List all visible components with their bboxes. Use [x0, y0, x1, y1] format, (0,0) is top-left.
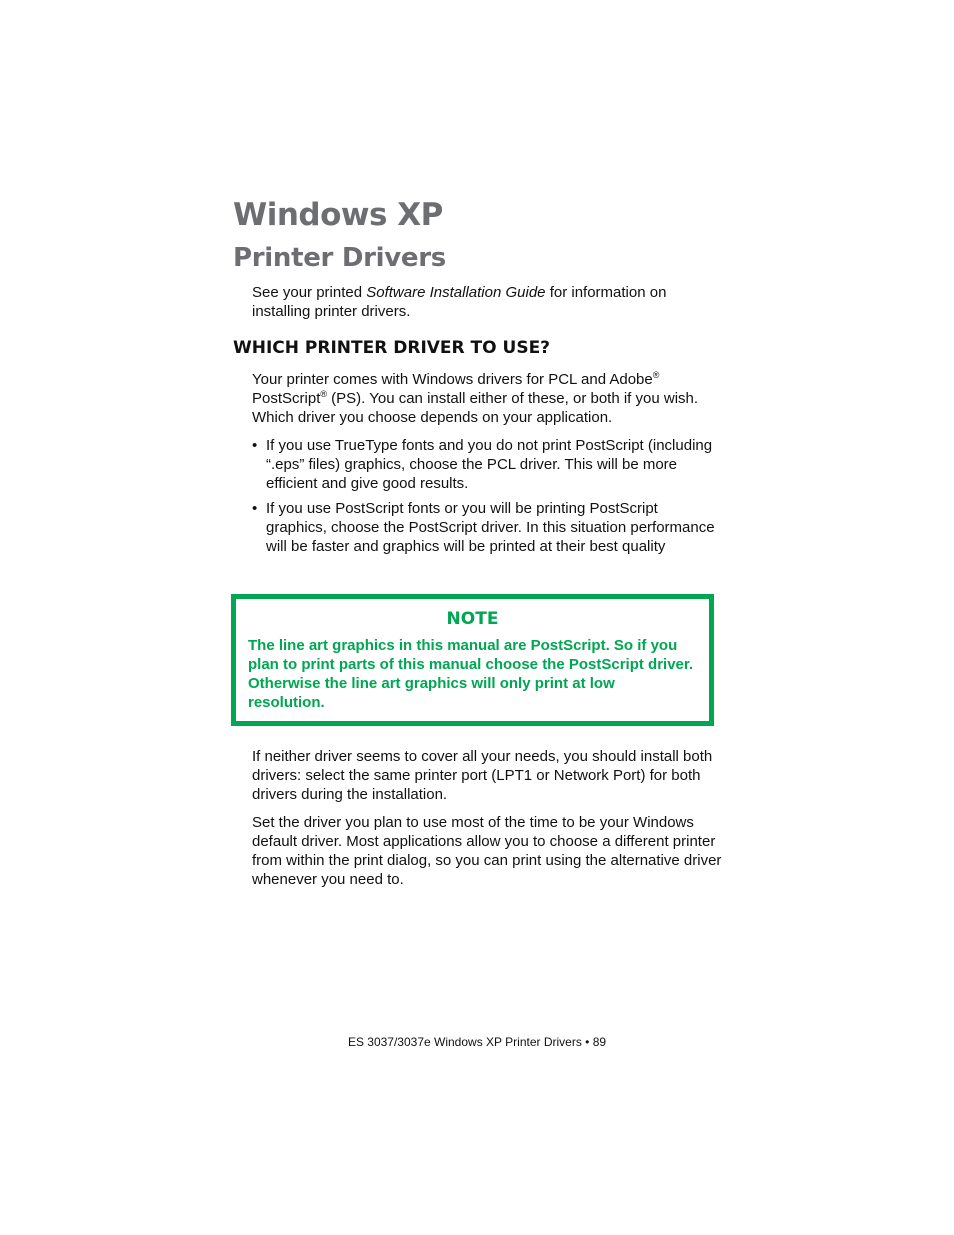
note-text: The line art graphics in this manual are PostScript. So if you plan to print parts of this manual choose the PostScript driver. Otherwise the line art graphics will only print at low resolution. — [248, 637, 694, 711]
bullet-text: If you use TrueType fonts and you do not print PostScript (including “.eps” files) graphics, choose the PCL driver. This will be more efficient and give good results. — [266, 437, 713, 492]
intro-guide-title: Software Installation Guide — [366, 284, 546, 301]
list-item — [252, 436, 722, 493]
bullet-text: If you use PostScript fonts or you will be printing PostScript graphics, choose the PostScript driver. In this situation performance will be faster and graphics will be printed at their best quality — [266, 500, 715, 555]
note-title: NOTE — [446, 609, 499, 629]
registered-mark: ® — [320, 389, 327, 399]
page-footer: ES 3037/3037e Windows XP Printer Drivers • 89 — [347, 1035, 607, 1049]
registered-mark: ® — [652, 370, 660, 380]
bullet-marker: • — [252, 500, 258, 517]
intro-paragraph — [252, 283, 722, 321]
drivers-paragraph — [252, 370, 722, 427]
section-heading: WHICH PRINTER DRIVER TO USE? — [233, 338, 551, 358]
drivers-text-1: Your printer comes with Windows drivers for PCL and Adobe — [252, 371, 653, 388]
intro-text-after: for information on installing printer drivers. — [252, 284, 667, 320]
page-title: Windows XP — [233, 197, 443, 233]
default-driver-paragraph: Set the driver you plan to use most of the time to be your Windows default driver. Most applications allow you to choose a different printer from within the print dialog, so you can print using the alternative driver whenever you need to. — [252, 814, 722, 888]
bullet-marker: • — [252, 437, 258, 454]
list-item — [252, 499, 722, 556]
drivers-text-3: (PS). You can install either of these, or both if you wish. Which driver you choose depends on your application. — [252, 390, 699, 426]
drivers-text-2: PostScript — [252, 390, 321, 407]
intro-text-before: See your printed — [252, 284, 367, 301]
note-box — [231, 594, 714, 726]
page-subtitle: Printer Drivers — [233, 243, 446, 273]
install-both-paragraph: If neither driver seems to cover all your needs, you should install both drivers: select the same printer port (LPT1 or Network Port) for both drivers during the installation. — [252, 748, 713, 803]
